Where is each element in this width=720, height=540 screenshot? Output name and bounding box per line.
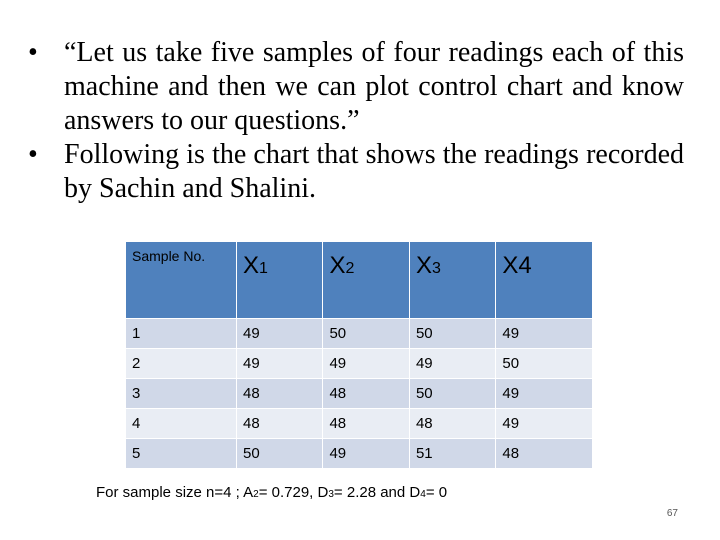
cell-sample: 1 <box>126 319 237 349</box>
cell-x2: 49 <box>323 349 409 379</box>
cell-x3: 48 <box>409 409 495 439</box>
table-row <box>126 409 593 439</box>
bullet-symbol: • <box>28 139 38 170</box>
table-header-row <box>126 242 593 319</box>
cell-sample: 4 <box>126 409 237 439</box>
table-row <box>126 349 593 379</box>
cell-sample: 3 <box>126 379 237 409</box>
bullet-item <box>28 36 684 138</box>
cell-x4: 49 <box>496 319 593 349</box>
cell-x1: 50 <box>237 439 323 469</box>
bullet-text-1: “Let us take five samples of four readings each of this machine and then we can plot control chart and know answers to our questions.” <box>64 37 684 136</box>
bullet-symbol: • <box>28 37 38 68</box>
header-x4: X4 <box>496 242 593 319</box>
page-number: 67 <box>666 508 678 519</box>
cell-x4: 49 <box>496 379 593 409</box>
header-x2: X2 <box>323 242 409 319</box>
header-x3: X3 <box>409 242 495 319</box>
cell-x1: 49 <box>237 349 323 379</box>
readings-table-container <box>125 241 593 469</box>
table-row <box>126 319 593 349</box>
cell-x3: 49 <box>409 349 495 379</box>
bullet-text-2: Following is the chart that shows the readings recorded by Sachin and Shalini. <box>64 139 684 204</box>
table-row <box>126 379 593 409</box>
cell-x3: 50 <box>409 319 495 349</box>
cell-x1: 48 <box>237 379 323 409</box>
cell-x2: 48 <box>323 409 409 439</box>
cell-sample: 2 <box>126 349 237 379</box>
constants-footnote: For sample size n=4 ; A2= 0.729, D3= 2.28 and D4= 0 <box>96 484 448 501</box>
cell-x4: 49 <box>496 409 593 439</box>
cell-x1: 48 <box>237 409 323 439</box>
cell-x4: 48 <box>496 439 593 469</box>
cell-x1: 49 <box>237 319 323 349</box>
cell-sample: 5 <box>126 439 237 469</box>
table-row <box>126 439 593 469</box>
cell-x2: 50 <box>323 319 409 349</box>
header-sample-no: Sample No. <box>126 242 237 319</box>
cell-x3: 50 <box>409 379 495 409</box>
bullet-list <box>28 36 684 206</box>
cell-x2: 49 <box>323 439 409 469</box>
cell-x4: 50 <box>496 349 593 379</box>
readings-table <box>125 241 593 469</box>
cell-x2: 48 <box>323 379 409 409</box>
bullet-item <box>28 138 684 206</box>
header-x1: X1 <box>237 242 323 319</box>
cell-x3: 51 <box>409 439 495 469</box>
